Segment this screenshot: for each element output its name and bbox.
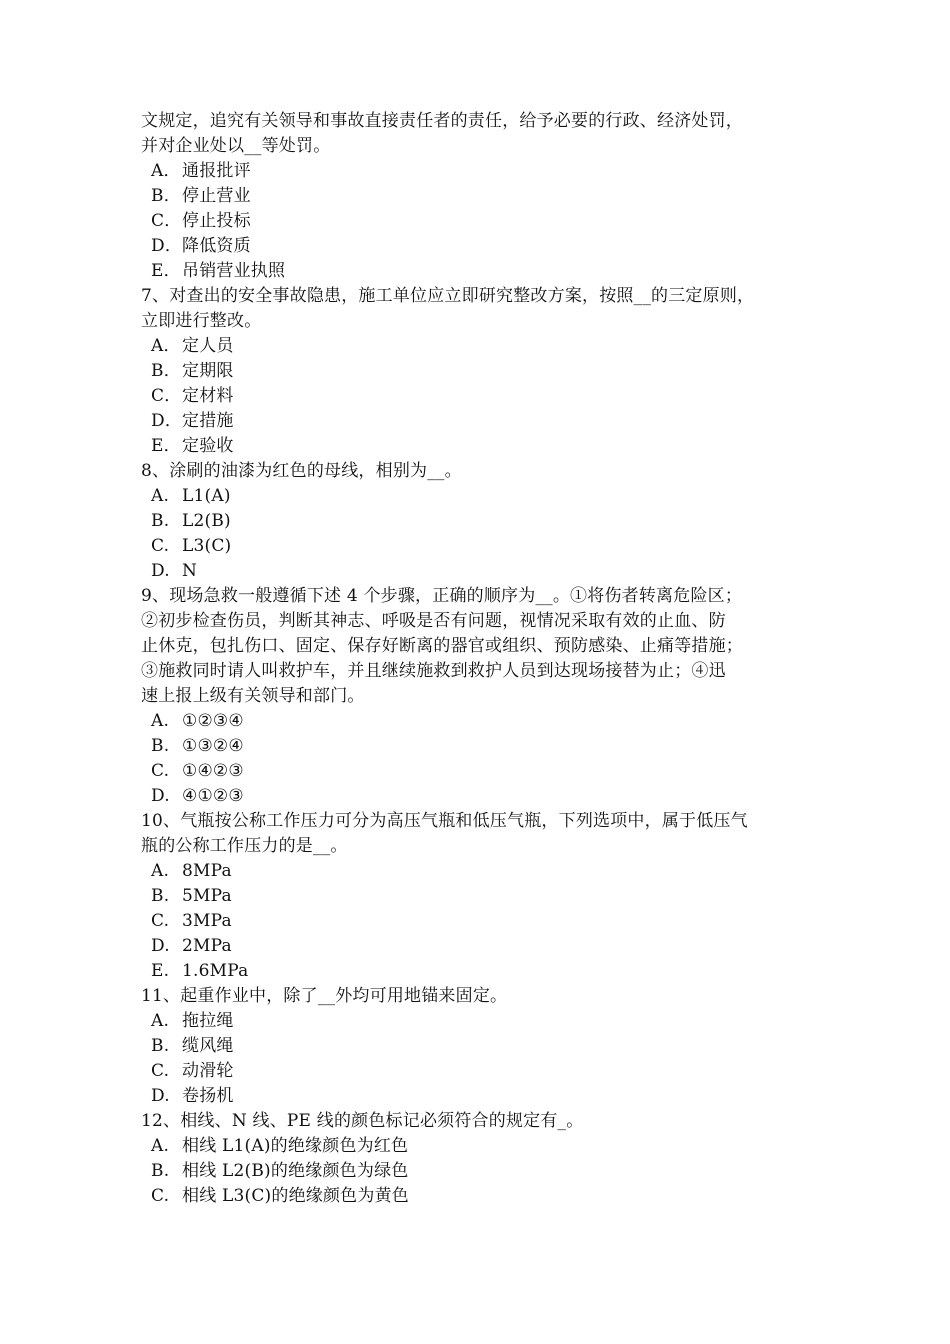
question-text-line: 速上报上级有关领导和部门。 [141,686,365,706]
answer-option [141,1084,813,1109]
answer-option [141,559,813,584]
option-text: ①③②④ [182,736,244,756]
option-letter: A． [151,161,181,181]
question-text-line: 文规定，追究有关领导和事故直接责任者的责任，给予必要的行政、经济处罚， [141,111,743,131]
question-block [141,584,813,809]
option-text: 停止营业 [182,186,251,206]
option-letter: D. [151,1086,170,1106]
option-letter: D. [151,786,170,806]
option-text: 缆风绳 [182,1036,234,1056]
option-letter: C． [151,386,182,406]
answer-option [141,159,813,184]
question-text-line: 7、对查出的安全事故隐患，施工单位应立即研究整改方案，按照__的三定原则， [141,286,755,306]
option-text: 3MPa [182,911,232,931]
option-letter: B. [151,886,170,906]
option-letter: A. [151,1136,170,1156]
option-letter: C. [151,536,170,556]
option-text: 2MPa [182,936,232,956]
question-text-line: 瓶的公称工作压力的是__。 [141,836,348,856]
option-text: 5MPa [182,886,232,906]
answer-option [141,209,813,234]
answer-option [141,859,813,884]
option-letter: C． [151,211,182,231]
option-letter: C. [151,911,170,931]
option-letter: B. [151,1161,170,1181]
option-text: 相线 L2(B)的绝缘颜色为绿色 [182,1161,409,1181]
answer-option [141,934,813,959]
question-text-line: 11、起重作业中，除了__外均可用地锚来固定。 [141,986,508,1006]
option-text: 定验收 [182,436,234,456]
option-text: 降低资质 [182,236,251,256]
option-text: N [182,561,198,581]
question-text-line: 12、相线、N 线、PE 线的颜色标记必须符合的规定有_。 [141,1111,584,1131]
option-text: 卷扬机 [182,1086,234,1106]
answer-option [141,534,813,559]
option-text: 相线 L1(A)的绝缘颜色为红色 [182,1136,409,1156]
answer-option [141,409,813,434]
answer-option [141,759,813,784]
option-letter: B． [151,361,181,381]
question-text-line: ③施救同时请人叫救护车，并且继续施救到救护人员到达现场接替为止；④迅 [141,661,726,681]
option-letter: D. [151,561,170,581]
option-letter: B. [151,511,170,531]
answer-option [141,234,813,259]
option-text: 吊销营业执照 [182,261,286,281]
option-letter: C. [151,1186,170,1206]
question-block [141,284,813,459]
answer-option [141,1034,813,1059]
answer-option [141,509,813,534]
answer-option [141,784,813,809]
question-text-line: 止休克，包扎伤口、固定、保存好断离的器官或组织、预防感染、止痛等措施； [141,636,743,656]
answer-option [141,359,813,384]
option-text: 动滑轮 [182,1061,234,1081]
option-letter: A. [151,861,170,881]
option-letter: D． [151,411,183,431]
option-letter: C. [151,1061,170,1081]
option-text: L2(B) [182,511,231,531]
option-letter: D. [151,936,170,956]
question-block [141,984,813,1109]
option-letter: A． [151,336,181,356]
answer-option [141,434,813,459]
question-block [141,1109,813,1209]
option-letter: D． [151,236,183,256]
question-text-line: 8、涂刷的油漆为红色的母线，相别为__。 [141,461,462,481]
option-text: 停止投标 [182,211,251,231]
answer-option [141,384,813,409]
option-letter: A. [151,711,170,731]
option-letter: E． [151,261,181,281]
answer-option [141,484,813,509]
option-text: L1(A) [182,486,231,506]
question-block [141,109,813,284]
answer-option [141,909,813,934]
option-text: 1.6MPa [182,961,249,981]
option-text: 相线 L3(C)的绝缘颜色为黄色 [182,1186,409,1206]
question-block [141,459,813,584]
option-letter: B. [151,736,170,756]
option-text: ①②③④ [182,711,244,731]
answer-option [141,184,813,209]
question-text-line: 10、气瓶按公称工作压力可分为高压气瓶和低压气瓶，下列选项中，属于低压气 [141,811,748,831]
option-text: 定措施 [182,411,234,431]
answer-option [141,734,813,759]
question-text-line: 9、现场急救一般遵循下述 4 个步骤，正确的顺序为__。①将伤者转离危险区； [141,586,743,606]
option-text: 定材料 [182,386,234,406]
option-text: 定人员 [182,336,234,356]
option-text: L3(C) [182,536,232,556]
answer-option [141,259,813,284]
question-text-line: 立即进行整改。 [141,311,262,331]
answer-option [141,959,813,984]
option-letter: E. [151,961,170,981]
option-letter: C. [151,761,170,781]
option-letter: E． [151,436,181,456]
option-text: 8MPa [182,861,232,881]
option-text: 定期限 [182,361,234,381]
question-text-line: ②初步检查伤员，判断其神志、呼吸是否有问题，视情况采取有效的止血、防 [141,611,726,631]
answer-option [141,1184,813,1209]
option-letter: A. [151,486,170,506]
answer-option [141,1059,813,1084]
answer-option [141,1009,813,1034]
document-content [141,109,813,1209]
option-text: 通报批评 [182,161,251,181]
option-text: ④①②③ [182,786,244,806]
answer-option [141,709,813,734]
question-text-line: 并对企业处以__等处罚。 [141,136,331,156]
answer-option [141,334,813,359]
answer-option [141,1159,813,1184]
option-text: ①④②③ [182,761,244,781]
answer-option [141,884,813,909]
option-letter: A. [151,1011,170,1031]
option-text: 拖拉绳 [182,1011,234,1031]
question-block [141,809,813,984]
option-letter: B． [151,186,181,206]
option-letter: B. [151,1036,170,1056]
answer-option [141,1134,813,1159]
